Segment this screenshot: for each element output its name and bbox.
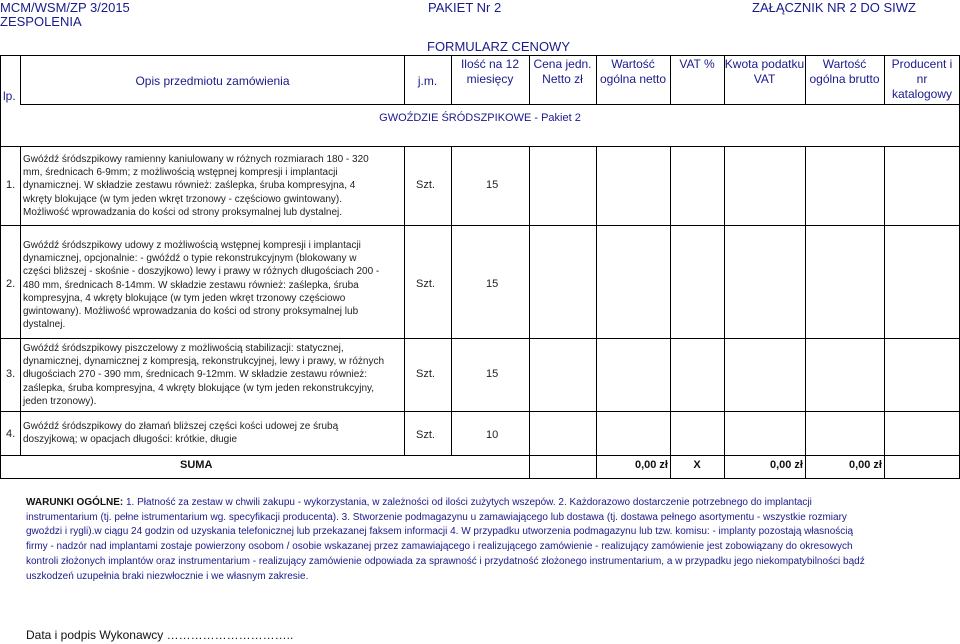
header-vat-percent: VAT % bbox=[679, 57, 715, 71]
package-label: PAKIET Nr 2 bbox=[428, 0, 502, 15]
header-description: Opis przedmiotu zamówienia bbox=[135, 74, 290, 88]
header-gross-value: Wartość ogólna brutto bbox=[809, 57, 880, 86]
row-lp: 2. bbox=[6, 278, 16, 290]
header-vat-amount: Kwota podatku VAT bbox=[724, 57, 805, 86]
reference-subtitle: ZESPOLENIA bbox=[0, 14, 82, 29]
row-lp: 3. bbox=[6, 368, 16, 380]
row-unit: Szt. bbox=[416, 368, 435, 380]
form-title: FORMULARZ CENOWY bbox=[427, 39, 570, 54]
row-quantity: 10 bbox=[486, 429, 499, 441]
attachment-label: ZAŁĄCZNIK NR 2 DO SIWZ bbox=[752, 0, 916, 15]
row-unit: Szt. bbox=[416, 429, 435, 441]
row-unit: Szt. bbox=[416, 278, 435, 290]
conditions-lead: WARUNKI OGÓLNE: bbox=[26, 497, 124, 508]
row-description: Gwóźdź śródszpikowy ramienny kaniulowany w różnych rozmiarach 180 - 320 mm, średnicach 6-9mm; z możliwością wstępnej kompresji i implantacji dynamicznej. W składzie zestawu również: zaślepka, śruba kompresyjna, 4 wkręty blokujące (w tym jeden wkręt trzonowy - częściowo gwintowany). Możliwość wprowadzania do kości od strony proksymalnej lub dystalnej. bbox=[23, 154, 369, 218]
header-unit-price: Cena jedn. Netto zł bbox=[533, 57, 592, 86]
row-quantity: 15 bbox=[486, 368, 499, 380]
row-quantity: 15 bbox=[486, 278, 499, 290]
header-net-value: Wartość ogólna netto bbox=[599, 57, 667, 86]
header-lp: lp. bbox=[3, 89, 16, 103]
sum-vat-amount: 0,00 zł bbox=[769, 459, 803, 471]
header-quantity: Ilość na 12 miesięcy bbox=[460, 57, 520, 86]
section-title: GWOŹDZIE ŚRÓDSZPIKOWE - Pakiet 2 bbox=[379, 112, 581, 124]
row-lp: 4. bbox=[6, 428, 16, 440]
row-description: Gwóźdź śródszpikowy piszczelowy z możliwością stabilizacji: statycznej, dynamicznej, dynamicznej z kompresją, rekonstrukcyjnej, lewy i prawy, w różnych długościach 270 - 390 mm, średnicach 9-12mm. W składzie zestawu również: zaślepka, śruba kompresyjna, 4 wkręty blokujące (w tym jeden rekonstrukcyjny, jeden trzonowy). bbox=[23, 343, 385, 407]
sum-net: 0,00 zł bbox=[634, 459, 668, 471]
header-producer: Producent i nr katalogowy bbox=[891, 57, 953, 101]
row-description: Gwóźdź śródszpikowy do złamań bliższej części kości udowej ze śrubą doszyjkową; w opacjach długości: krótkie, długie bbox=[23, 421, 339, 446]
row-lp: 1. bbox=[6, 179, 16, 191]
row-quantity: 15 bbox=[486, 179, 499, 191]
sum-gross: 0,00 zł bbox=[848, 459, 882, 471]
signature-line: Data i podpis Wykonawcy ………………………….. bbox=[26, 628, 294, 642]
sum-label: SUMA bbox=[180, 459, 213, 471]
general-conditions: WARUNKI OGÓLNE: 1. Płatność za zestaw w chwili zakupu - wykorzystania, w zależności od ilości zużytych wszepów. 2. Każdorazowo dostarczenie potrzebnego do implantacji instrumentarium (tj. pełne istrumentarium wg. specyfikacji producenta). 3. Stworzenie podmagazynu u zamawiającego lub dostawa (tj. dostawa pełnego asortymentu - wszystkie rozmiary gwoździ i rygli).w ciągu 24 godzin od uzyskania telefonicznej lub przekazanej faksem informacji 4. W przypadku utworzenia podmagazynu lub tzw. komisu: - implanty pozostają własnością firmy - nadzór nad implantami zostaje powierzony osobom / osobie wskazanej przez zamawiającego i realizującego zamówienie - realizujący zamówienie jest zobowiązany do okresowych kontroli złożonych implantów oraz instrumentarium - realizujący zamówienie odpowiada za sprawność i przydatność złożonego instrumentarium, a w przypadku jego niekompatybilności bądź uszkodzeń uzupełnia braki niezwłocznie i we własnym zakresie. bbox=[26, 497, 865, 582]
reference-number: MCM/WSM/ZP 3/2015 bbox=[0, 0, 130, 15]
sum-vat-percent: X bbox=[693, 459, 701, 471]
header-unit: j.m. bbox=[417, 74, 438, 88]
row-description: Gwóźdź śródszpikowy udowy z możliwością wstępnej kompresji i implantacji dynamicznej, opcjonalnie: - gwóźdź o typie rekonstrukcyjnym (blokowany w części bliższej - skośnie - doszyjkowo) lewy i prawy w różnych długościach 200 - 480 mm, średnicach 8-14mm. W składzie zestawu również: zaślepka, śruba kompresyjna, 4 wkręty blokujące (w tym jeden wkręt trzonowy częściowo gwintowany). Możliwość wprowadzania do kości od strony proksymalnej lub dystalnej. bbox=[23, 240, 380, 331]
row-unit: Szt. bbox=[416, 179, 435, 191]
